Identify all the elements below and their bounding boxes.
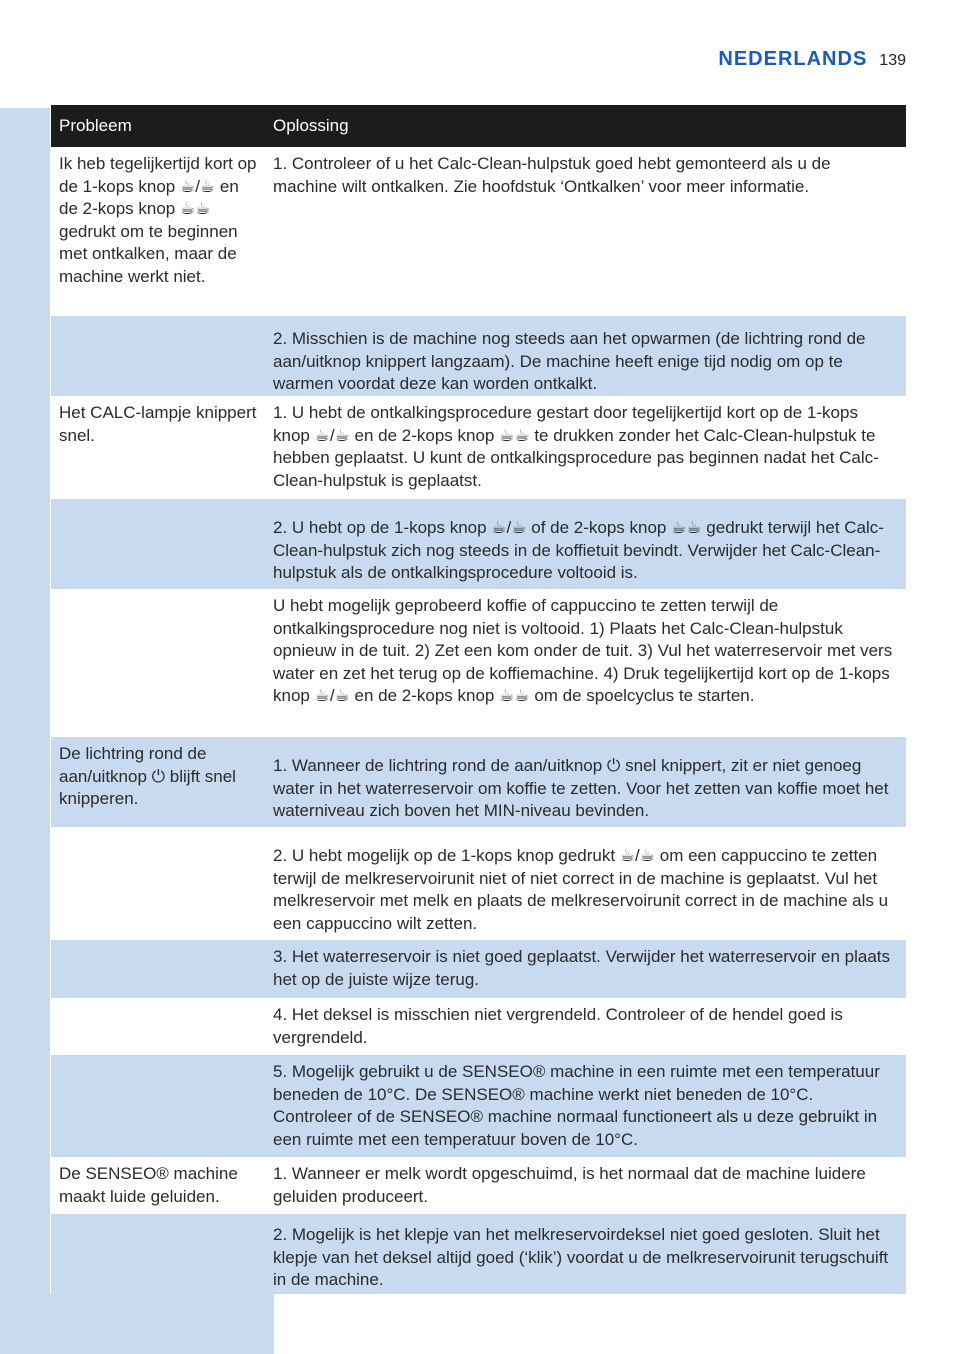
problem-cell: Ik heb tegelijkertijd kort op de 1-kops knop ☕/☕ en de 2-kops knop ☕☕ gedrukt om te beginnen met ontkalken, maar de machine werkt niet. (59, 154, 257, 286)
solution-cell: 2. U hebt op de 1-kops knop ☕/☕ of de 2-kops knop ☕☕ gedrukt terwijl het Calc-Clean-hulpstuk zich nog steeds in de koffietuit bevindt. Verwijder het Calc-Clean-hulpstuk als de ontkalkingsprocedure voltooid is. (273, 518, 884, 583)
table-row (51, 737, 906, 827)
table-row (51, 827, 906, 940)
table-row (51, 1055, 906, 1157)
problem-cell (51, 1218, 265, 1294)
problem-cell: Het CALC-lampje knippert snel. (59, 403, 257, 445)
solution-cell: 2. U hebt mogelijk op de 1-kops knop gedrukt ☕/☕ om een cappuccino te zetten terwijl de melkreservoirunit niet of niet correct in de machine is geplaatst. Vul het melkreservoir met melk en plaats de melkreservoirunit correct in de machine als u een cappuccino wilt zetten. (273, 846, 889, 933)
solution-cell: 3. Het waterreservoir is niet goed geplaatst. Verwijder het waterreservoir en plaats het op de juiste wijze terug. (273, 947, 891, 989)
solution-cell: U hebt mogelijk geprobeerd koffie of cappuccino te zetten terwijl de ontkalkingsprocedure nog niet is voltooid. 1) Plaats het Calc-Clean-hulpstuk opnieuw in de tuit. 2) Zet een kom onder de tuit. 3) Vul het waterreservoir met vers water en zet het terug op de koffiemachine. 4) Druk tegelijkertijd kort op de 1-kops knop ☕/☕ en de 2-kops knop ☕☕ om de spoelcyclus te starten. (273, 596, 893, 706)
table-row (51, 499, 906, 589)
table-header (51, 105, 906, 147)
table-row (51, 1214, 906, 1294)
table-row (51, 147, 906, 316)
solution-cell: 5. Mogelijk gebruikt u de SENSEO® machine in een ruimte met een temperatuur beneden de 10°C. De SENSEO® machine werkt niet beneden de 10°C. Controleer of de SENSEO® machine normaal functioneert als u deze gebruikt in een ruimte met een temperatuur boven de 10°C. (273, 1062, 880, 1149)
solution-cell: 4. Het deksel is misschien niet vergrendeld. Controleer of de hendel goed is vergrendeld. (273, 1005, 843, 1047)
language-heading: NEDERLANDS (718, 48, 868, 70)
solution-cell: 2. Mogelijk is het klepje van het melkreservoirdeksel niet goed gesloten. Sluit het klepje van het deksel altijd goed (‘klik’) voordat u de melkreservoirunit terugschuift in de machine. (273, 1225, 889, 1290)
table-row (51, 396, 906, 499)
problem-cell: De SENSEO® machine maakt luide geluiden. (59, 1164, 238, 1206)
side-bar-decoration (0, 108, 50, 1294)
solution-cell: 2. Misschien is de machine nog steeds aan het opwarmen (de lichtring rond de aan/uitknop knippert langzaam). De machine heeft enige tijd nodig om op te warmen voordat deze kan worden ontkalkt. (273, 329, 866, 394)
table-row (51, 998, 906, 1055)
solution-cell: 1. U hebt de ontkalkingsprocedure gestart door tegelijkertijd kort op de 1-kops knop ☕/☕ en de 2-kops knop ☕☕ te drukken zonder het Calc-Clean-hulpstuk te hebben geplaatst. U kunt de ontkalkingsprocedure pas beginnen nadat het Calc-Clean-hulpstuk is geplaatst. (273, 403, 879, 490)
solution-cell: 1. Controleer of u het Calc-Clean-hulpstuk goed hebt gemonteerd als u de machine wilt ontkalken. Zie hoofdstuk ‘Ontkalken’ voor meer informatie. (273, 154, 831, 196)
page-header (718, 48, 906, 71)
table-row (51, 589, 906, 737)
problem-cell (51, 839, 265, 940)
problem-cell (51, 940, 265, 998)
problem-cell (51, 589, 265, 737)
table-row (51, 1157, 906, 1214)
page-number: 139 (879, 52, 906, 69)
problem-cell: De lichtring rond de aan/uitknop ⏻ blijft snel knipperen. (59, 744, 236, 809)
column-header-problem: Probleem (59, 116, 132, 135)
table-row (51, 940, 906, 998)
solution-cell: 1. Wanneer er melk wordt opgeschuimd, is het normaal dat de machine luidere geluiden produceert. (273, 1164, 866, 1206)
problem-cell (51, 998, 265, 1055)
bottom-block-decoration (0, 1294, 274, 1354)
table-row (51, 316, 906, 396)
column-header-solution: Oplossing (273, 116, 349, 135)
troubleshooting-table (51, 105, 906, 1294)
problem-cell (51, 322, 265, 396)
solution-cell: 1. Wanneer de lichtring rond de aan/uitknop ⏻ snel knippert, zit er niet genoeg water in het waterreservoir om koffie te zetten. Voor het zetten van koffie moet het waterniveau zich boven het MIN-niveau bevinden. (273, 756, 889, 821)
problem-cell (51, 511, 265, 589)
problem-cell (51, 1055, 265, 1157)
